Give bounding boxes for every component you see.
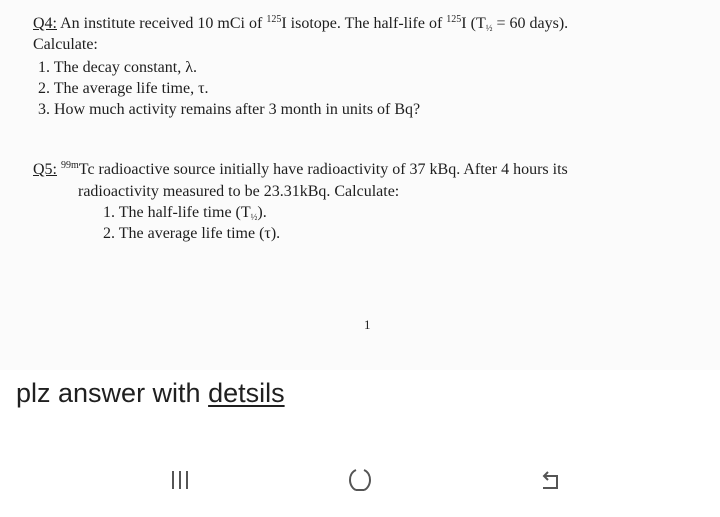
q4-heading: [33, 14, 568, 38]
android-navigation-bar: [0, 440, 720, 517]
back-icon: [536, 466, 564, 494]
comment-before: plz answer with: [16, 378, 209, 408]
comment-underlined: detsils: [208, 378, 285, 408]
q5-item-1-text: 1. The half-life time (T: [103, 204, 251, 221]
q4-intro-b: isotope. The half-life of: [290, 15, 443, 32]
comment-text: [16, 378, 285, 409]
q5-text-1: Tc radioactive source initially have radioactivity of 37 kBq. After 4 hours its: [78, 161, 568, 178]
home-icon: [346, 466, 374, 494]
q5-half: ½: [250, 212, 258, 222]
page-number: 1: [364, 317, 371, 332]
back-button[interactable]: [528, 458, 572, 502]
q5-label: Q5:: [33, 161, 57, 178]
q4-iso-mass: 125: [266, 14, 282, 25]
q4-half: ½: [485, 23, 493, 33]
q4-item-1: 1. The decay constant, λ.: [38, 59, 197, 76]
q5-item-2: 2. The average life time (τ).: [103, 225, 281, 242]
recent-apps-icon: [168, 468, 192, 492]
q4-iso-sym: I: [281, 15, 287, 32]
home-button[interactable]: [338, 458, 382, 502]
q5-line-1: [33, 160, 568, 180]
q4-item-3: 3. How much activity remains after 3 month in units of Bq?: [38, 101, 421, 118]
q4-item-2: 2. The average life time, τ.: [38, 80, 209, 97]
q4-intro-end: = 60 days).: [492, 15, 569, 32]
q5-iso-mass: 99m: [61, 160, 79, 171]
q4-calculate: Calculate:: [33, 36, 98, 53]
q4-intro-a: An institute received 10 mCi of: [60, 15, 263, 32]
q5-item-1-suffix: ).: [257, 204, 267, 221]
q4-iso-sym-2: I (T: [461, 15, 486, 32]
q4-label: Q4:: [33, 15, 57, 32]
q5-line-2: radioactivity measured to be 23.31kBq. Calculate:: [78, 183, 400, 200]
recent-apps-button[interactable]: [158, 458, 202, 502]
q4-iso-mass-2: 125: [446, 14, 462, 25]
